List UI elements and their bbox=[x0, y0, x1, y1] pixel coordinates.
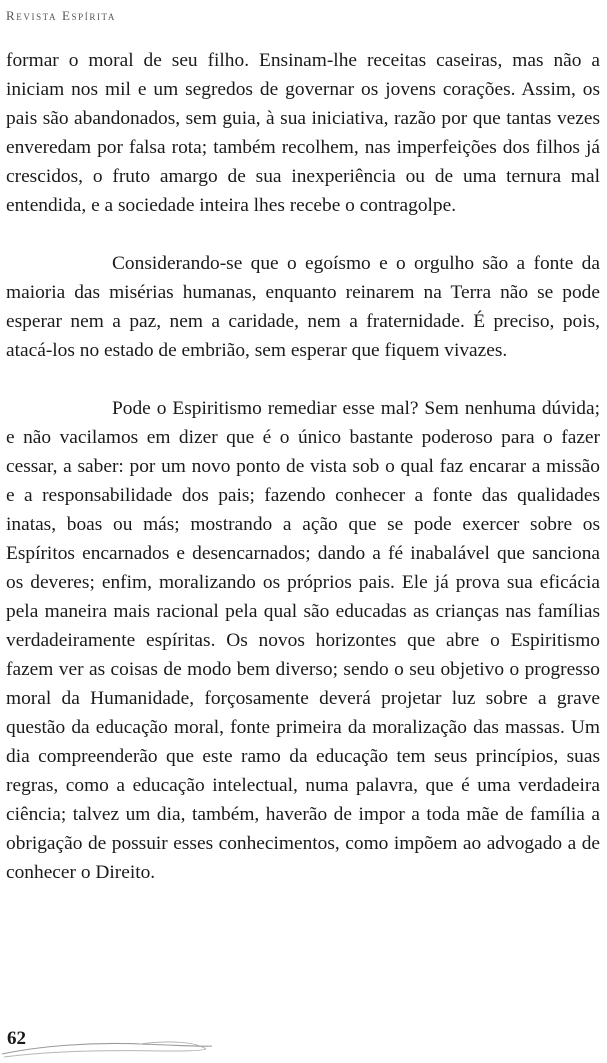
running-title: Revista Espírita bbox=[6, 8, 117, 23]
paragraph-3: Pode o Espiritismo remediar esse mal? Sem nenhuma dúvida; e não vacilamos em dizer que é o único bastante poderoso para o fazer cessar, a saber: por um novo ponto de vista sob o qual faz encarar a missão e a responsabilidade dos pais; fazendo conhecer a fonte das qualidades inatas, boas ou más; mostrando a ação que se pode exercer sobre os Espíritos encarnados e desencarnados; dando a fé inabalável que sanciona os deveres; enfim, moralizando os próprios pais. Ele já prova sua eficácia pela maneira mais racional pela qual são educadas as crianças nas famílias verdadeiramente espíritas. Os novos horizontes que abre o Espiritismo fazem ver as coisas de modo bem diverso; sendo o seu objetivo o progresso moral da Humanidade, forçosamente deverá projetar luz sobre a grave questão da educação moral, fonte primeira da moralização das massas. Um dia compreenderão que este ramo da educação tem seus princípios, suas regras, como a educação intelectual, numa palavra, que é uma verdadeira ciência; talvez um dia, também, haverão de impor a toda mãe de família a obrigação de possuir esses conhecimentos, como impõem ao advogado a de conhecer o Direito. bbox=[6, 398, 600, 883]
page-number: 62 bbox=[7, 1028, 26, 1049]
decorative-swash-ornament bbox=[0, 1020, 230, 1063]
page-body bbox=[6, 46, 600, 887]
paragraph-2: Considerando-se que o egoísmo e o orgulho são a fonte da maioria das misérias humanas, enquanto reinarem na Terra não se pode esperar nem a paz, nem a caridade, nem a fraternidade. É preciso, pois, atacá-los no estado de embrião, sem esperar que fiquem vivazes. bbox=[6, 253, 600, 361]
paragraph-1: formar o moral de seu filho. Ensinam-lhe receitas caseiras, mas não a iniciam nos mil e um segredos de governar os jovens corações. Assim, os pais são abandonados, sem guia, à sua iniciativa, razão por que tantas vezes enveredam por falsa rota; também recolhem, nas imperfeições dos filhos já crescidos, o fruto amargo de sua inexperiência ou de uma ternura mal entendida, e a sociedade inteira lhes recebe o contragolpe. bbox=[6, 50, 600, 216]
page-footer bbox=[0, 1020, 607, 1063]
